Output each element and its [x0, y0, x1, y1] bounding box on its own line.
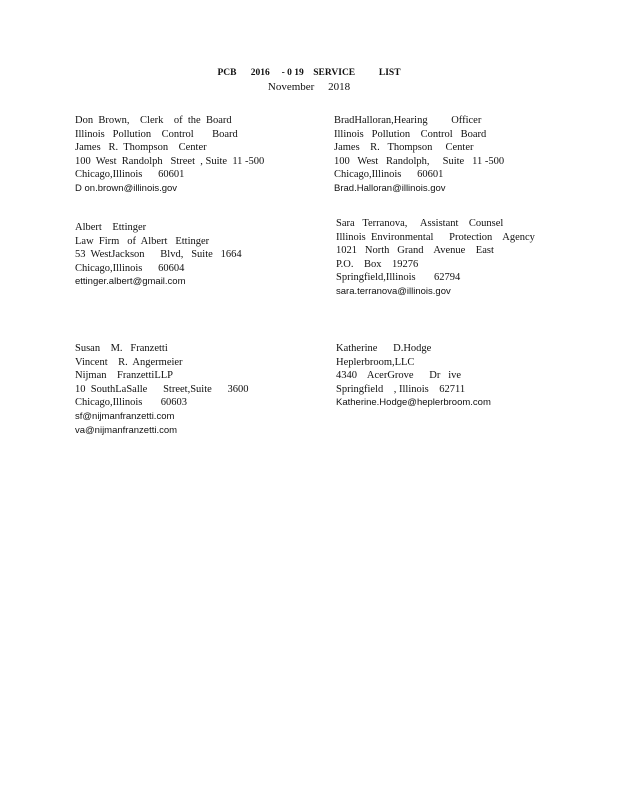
- contact-line: Chicago,Illinois 60601: [75, 169, 185, 181]
- contact-line: 4340 AcerGrove Dr ive: [336, 370, 462, 382]
- contact-line: Illinois Pollution Control Board: [334, 128, 487, 140]
- contact-line: P.O. Box 19276: [336, 258, 419, 270]
- contact-line: 100 West Randolph, Suite 11 -500: [334, 155, 505, 167]
- contact-line: Law Firm of Albert Ettinger: [75, 235, 210, 247]
- document-title: PCB 2016 - 0 19 SERVICE LIST: [217, 68, 401, 78]
- contact-line: 1021 North Grand Avenue East: [336, 245, 494, 257]
- contact-line: Nijman FranzettiLLP: [75, 370, 173, 382]
- contact-block-sara-terranova: [336, 217, 535, 299]
- contact-line: Susan M. Franzetti: [75, 343, 168, 354]
- contact-line: Springfield,Illinois 62794: [336, 272, 461, 284]
- contact-email: sf@nijmanfranzetti.com: [75, 410, 175, 422]
- contact-line: Chicago,Illinois 60601: [334, 169, 444, 181]
- contact-line: 100 West Randolph Street , Suite 11 -500: [75, 155, 265, 167]
- contact-email: Katherine.Hodge@heplerbroom.com: [336, 397, 491, 409]
- contact-line: 53 WestJackson Blvd, Suite 1664: [75, 249, 242, 261]
- contact-line: Chicago,Illinois 60603: [75, 397, 187, 409]
- contact-line: Illinois Environmental Protection Agency: [336, 231, 535, 243]
- contact-email: ettinger.albert@gmail.com: [75, 276, 186, 288]
- contact-line: Springfield , Illinois 62711: [336, 383, 466, 395]
- contact-line: James R. Thompson Center: [75, 142, 207, 154]
- contact-line: Heplerbroom,LLC: [336, 356, 415, 368]
- contact-line: Chicago,Illinois 60604: [75, 262, 185, 274]
- contact-block-brad-halloran: [334, 114, 504, 196]
- contact-email: D on.brown@illinois.gov: [75, 182, 178, 194]
- contact-line: James R. Thompson Center: [334, 142, 474, 154]
- contact-email: Brad.Halloran@illinois.gov: [334, 182, 446, 194]
- contact-email: va@nijmanfranzetti.com: [75, 424, 178, 436]
- document-date: November 2018: [267, 81, 351, 93]
- contact-line: Albert Ettinger: [75, 222, 147, 233]
- contact-email: sara.terranova@illinois.gov: [336, 285, 451, 297]
- contact-line: Don Brown, Clerk of the Board: [75, 115, 232, 126]
- contact-block-don-brown: [75, 114, 264, 196]
- contact-line: BradHalloran,Hearing Officer: [334, 115, 482, 126]
- contact-block-katherine-hodge: [336, 342, 491, 410]
- contact-block-albert-ettinger: [75, 221, 242, 289]
- contact-line: Illinois Pollution Control Board: [75, 128, 238, 140]
- contact-block-susan-franzetti: [75, 342, 249, 437]
- contact-line: Sara Terranova, Assistant Counsel: [336, 218, 504, 229]
- contact-line: 10 SouthLaSalle Street,Suite 3600: [75, 383, 249, 395]
- contact-line: Vincent R. Angermeier: [75, 356, 183, 368]
- contact-line: Katherine D.Hodge: [336, 343, 432, 354]
